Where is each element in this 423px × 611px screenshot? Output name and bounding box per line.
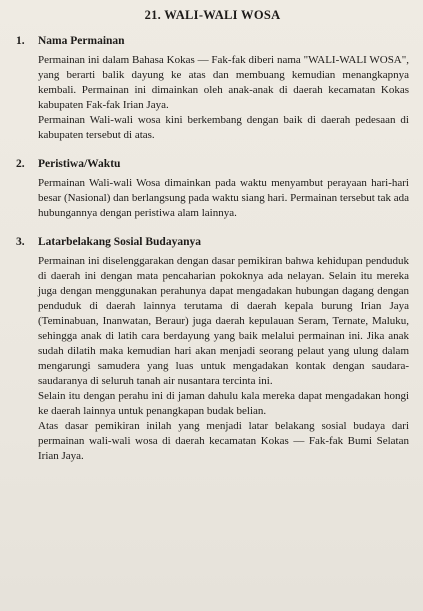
section-body bbox=[38, 176, 409, 221]
paragraph: Selain itu dengan perahu ini di jaman dahulu kala mereka dapat mengadakan hongi ke daerah lainnya untuk penangkapan budak belian. bbox=[38, 390, 409, 417]
section-body bbox=[38, 53, 409, 143]
section-title: Peristiwa/Waktu bbox=[38, 158, 121, 170]
section-body bbox=[38, 254, 409, 464]
paragraph: Permainan Wali-wali Wosa dimainkan pada waktu menyambut perayaan hari-hari besar (Nasional) dan berlangsung pada waktu siang hari. Permainan tersebut tak ada hubungannya dengan peristiwa alam lainnya. bbox=[38, 177, 409, 219]
paragraph: Atas dasar pemikiran inilah yang menjadi latar belakang sosial budaya dari permainan wali-wali wosa di daerah kecamatan Kokas — Fak-fak Bumi Selatan Irian Jaya. bbox=[38, 420, 409, 462]
section-number: 2. bbox=[16, 158, 25, 170]
section-heading bbox=[16, 35, 409, 47]
section-number: 3. bbox=[16, 236, 25, 248]
section-heading bbox=[16, 158, 409, 170]
section-latarbelakang bbox=[16, 236, 409, 464]
paragraph: Permainan Wali-wali wosa kini berkembang dengan baik di daerah pedesaan di kabupaten tersebut di atas. bbox=[38, 114, 409, 141]
section-heading bbox=[16, 236, 409, 248]
section-number: 1. bbox=[16, 35, 25, 47]
section-title: Latarbelakang Sosial Budayanya bbox=[38, 236, 201, 248]
chapter-title: 21. WALI-WALI WOSA bbox=[144, 8, 281, 22]
paragraph: Permainan ini dalam Bahasa Kokas — Fak-fak diberi nama "WALI-WALI WOSA", yang berarti balik dayung ke atas dan membuang kemudian menangkapnya kembali. Permainan ini dimainkan oleh anak-anak di daerah kecamatan Kokas kabupaten Fak-fak Irian Jaya. bbox=[38, 54, 409, 111]
paragraph: Permainan ini diselenggarakan dengan dasar pemikiran bahwa kehidupan penduduk di daerah ini dengan mata pencaharian pokoknya ada nelayan. Selain itu mereka juga dengan menggunakan perahunya dapat mengadakan hubungan dagang dengan penduduk di daerah lainnya terutama di daerah kepala burung Irian Jaya (Teminabuan, Inanwatan, Beraur) juga daerah kepulauan Seram, Ternate, Maluku, sehingga anak di latih cara berdayung yang baik melalui permainan ini. Jika anak sudah dilatih maka kemudian hari akan menjadi seorang pelaut yang ulung dalam mengarungi samudera yang luas untuk mengadakan kontak dengan saudara-saudaranya di seluruh tanah air nusantara tercinta ini. bbox=[38, 255, 409, 387]
section-peristiwa-waktu bbox=[16, 158, 409, 221]
section-nama-permainan bbox=[16, 35, 409, 143]
section-title: Nama Permainan bbox=[38, 35, 125, 47]
